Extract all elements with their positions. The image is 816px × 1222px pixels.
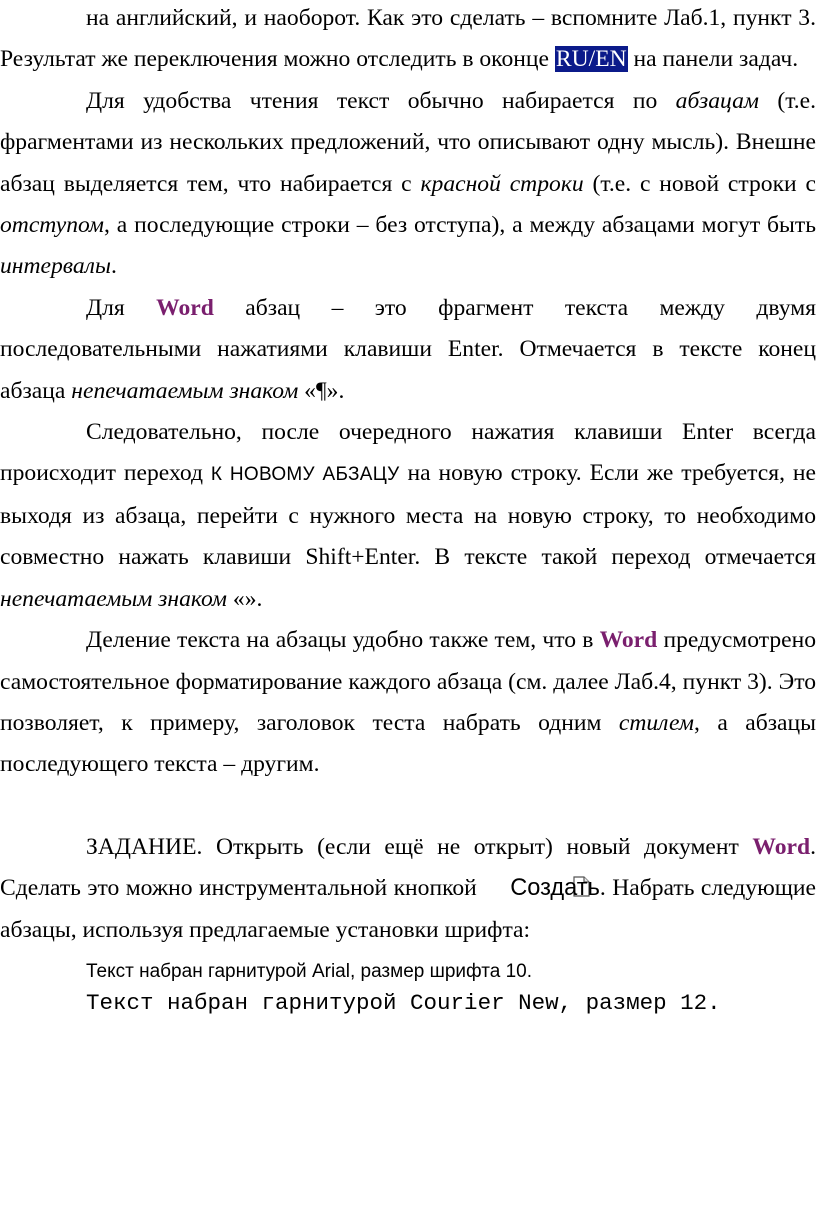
text-run: «¶». [298,377,345,404]
text-run: Для удобства чтения текст обычно набирается по [86,87,676,114]
paragraph-text: на английский, и наоборот. Как это сделать – вспомните Лаб.1, пункт 3. Результат же переключения можно отследить в оконце [0,5,816,73]
text-run: (т.е. фрагментами из нескольких предложений, что описывают одну мысль). Внешне абзац выделяется тем, что набирается с [0,87,816,197]
sample-courier-text: Текст набран гарнитурой Courier New, размер 12. [86,989,721,1016]
sample-arial-paragraph [0,957,816,987]
word-app-name: Word [752,833,811,860]
text-run: Для [86,294,157,321]
create-button-label: Создать [510,875,600,902]
paragraph-text: на панели задач. [627,46,799,73]
paragraph-lang-switch [0,0,816,81]
italic-term: непечатаемым знаком [71,377,299,404]
sample-arial-text: Текст набран гарнитурой Arial, размер шрифта 10. [86,960,532,982]
text-run: Деление текста на абзацы удобно также тем, что в [86,627,600,654]
text-run: , а абзацы последующего текста – другим. [0,709,816,778]
paragraph-abzac-definition [0,81,816,288]
paragraph-enter-shift [0,412,816,620]
paragraph-word-abzac [0,288,816,412]
paragraph-task [0,827,816,951]
new-document-icon[interactable] [487,870,504,891]
text-run: , а последующие строки – без отступа), а между абзацами могут быть [103,212,816,239]
italic-term: непечатаемым знаком [0,585,227,612]
text-run: на новую строку. Если же требуется, не выходя из абзаца, перейти с нужного места на новую строку, то необходимо совместно нажать клавиши Shift+Enter. В тексте такой переход отмечается [0,460,816,571]
text-run: ЗАДАНИЕ. Открыть (если ещё не открыт) новый документ [86,833,753,860]
lang-indicator: RU/EN [555,46,627,73]
text-run: . Сделать это можно инструментальной кнопкой [0,833,816,902]
word-app-name: Word [156,294,214,321]
text-run: Следовательно, после очередного нажатия клавиши Enter всегда происходит переход [0,419,816,487]
word-app-name: Word [599,627,658,654]
text-run: предусмотрено самостоятельное форматирование каждого абзаца (см. далее Лаб.4, пункт 3). Это позволяет, к примеру, заголовок теста набрать одним [0,627,816,736]
paragraph-gap [0,786,816,827]
italic-term: красной строки [420,170,584,197]
text-run: . [110,253,117,280]
text-run: абзац – это фрагмент текста между двумя последовательными нажатиями клавиши Enter. Отмечается в тексте конец абзаца [0,294,816,404]
text-run: (т.е. с новой строки с [583,170,816,197]
smallcaps-text: К НОВОМУ АБЗАЦУ [210,464,400,486]
text-run: «». [227,585,263,612]
italic-term: интервалы [0,253,111,280]
text-run: . Набрать следующие абзацы, используя предлагаемые установки шрифта: [0,875,816,943]
italic-term: стилем [618,709,694,736]
paragraph-formatting [0,620,816,786]
sample-courier-paragraph [0,987,816,1020]
italic-term: абзацам [675,87,759,114]
italic-term: отступом [0,212,104,239]
